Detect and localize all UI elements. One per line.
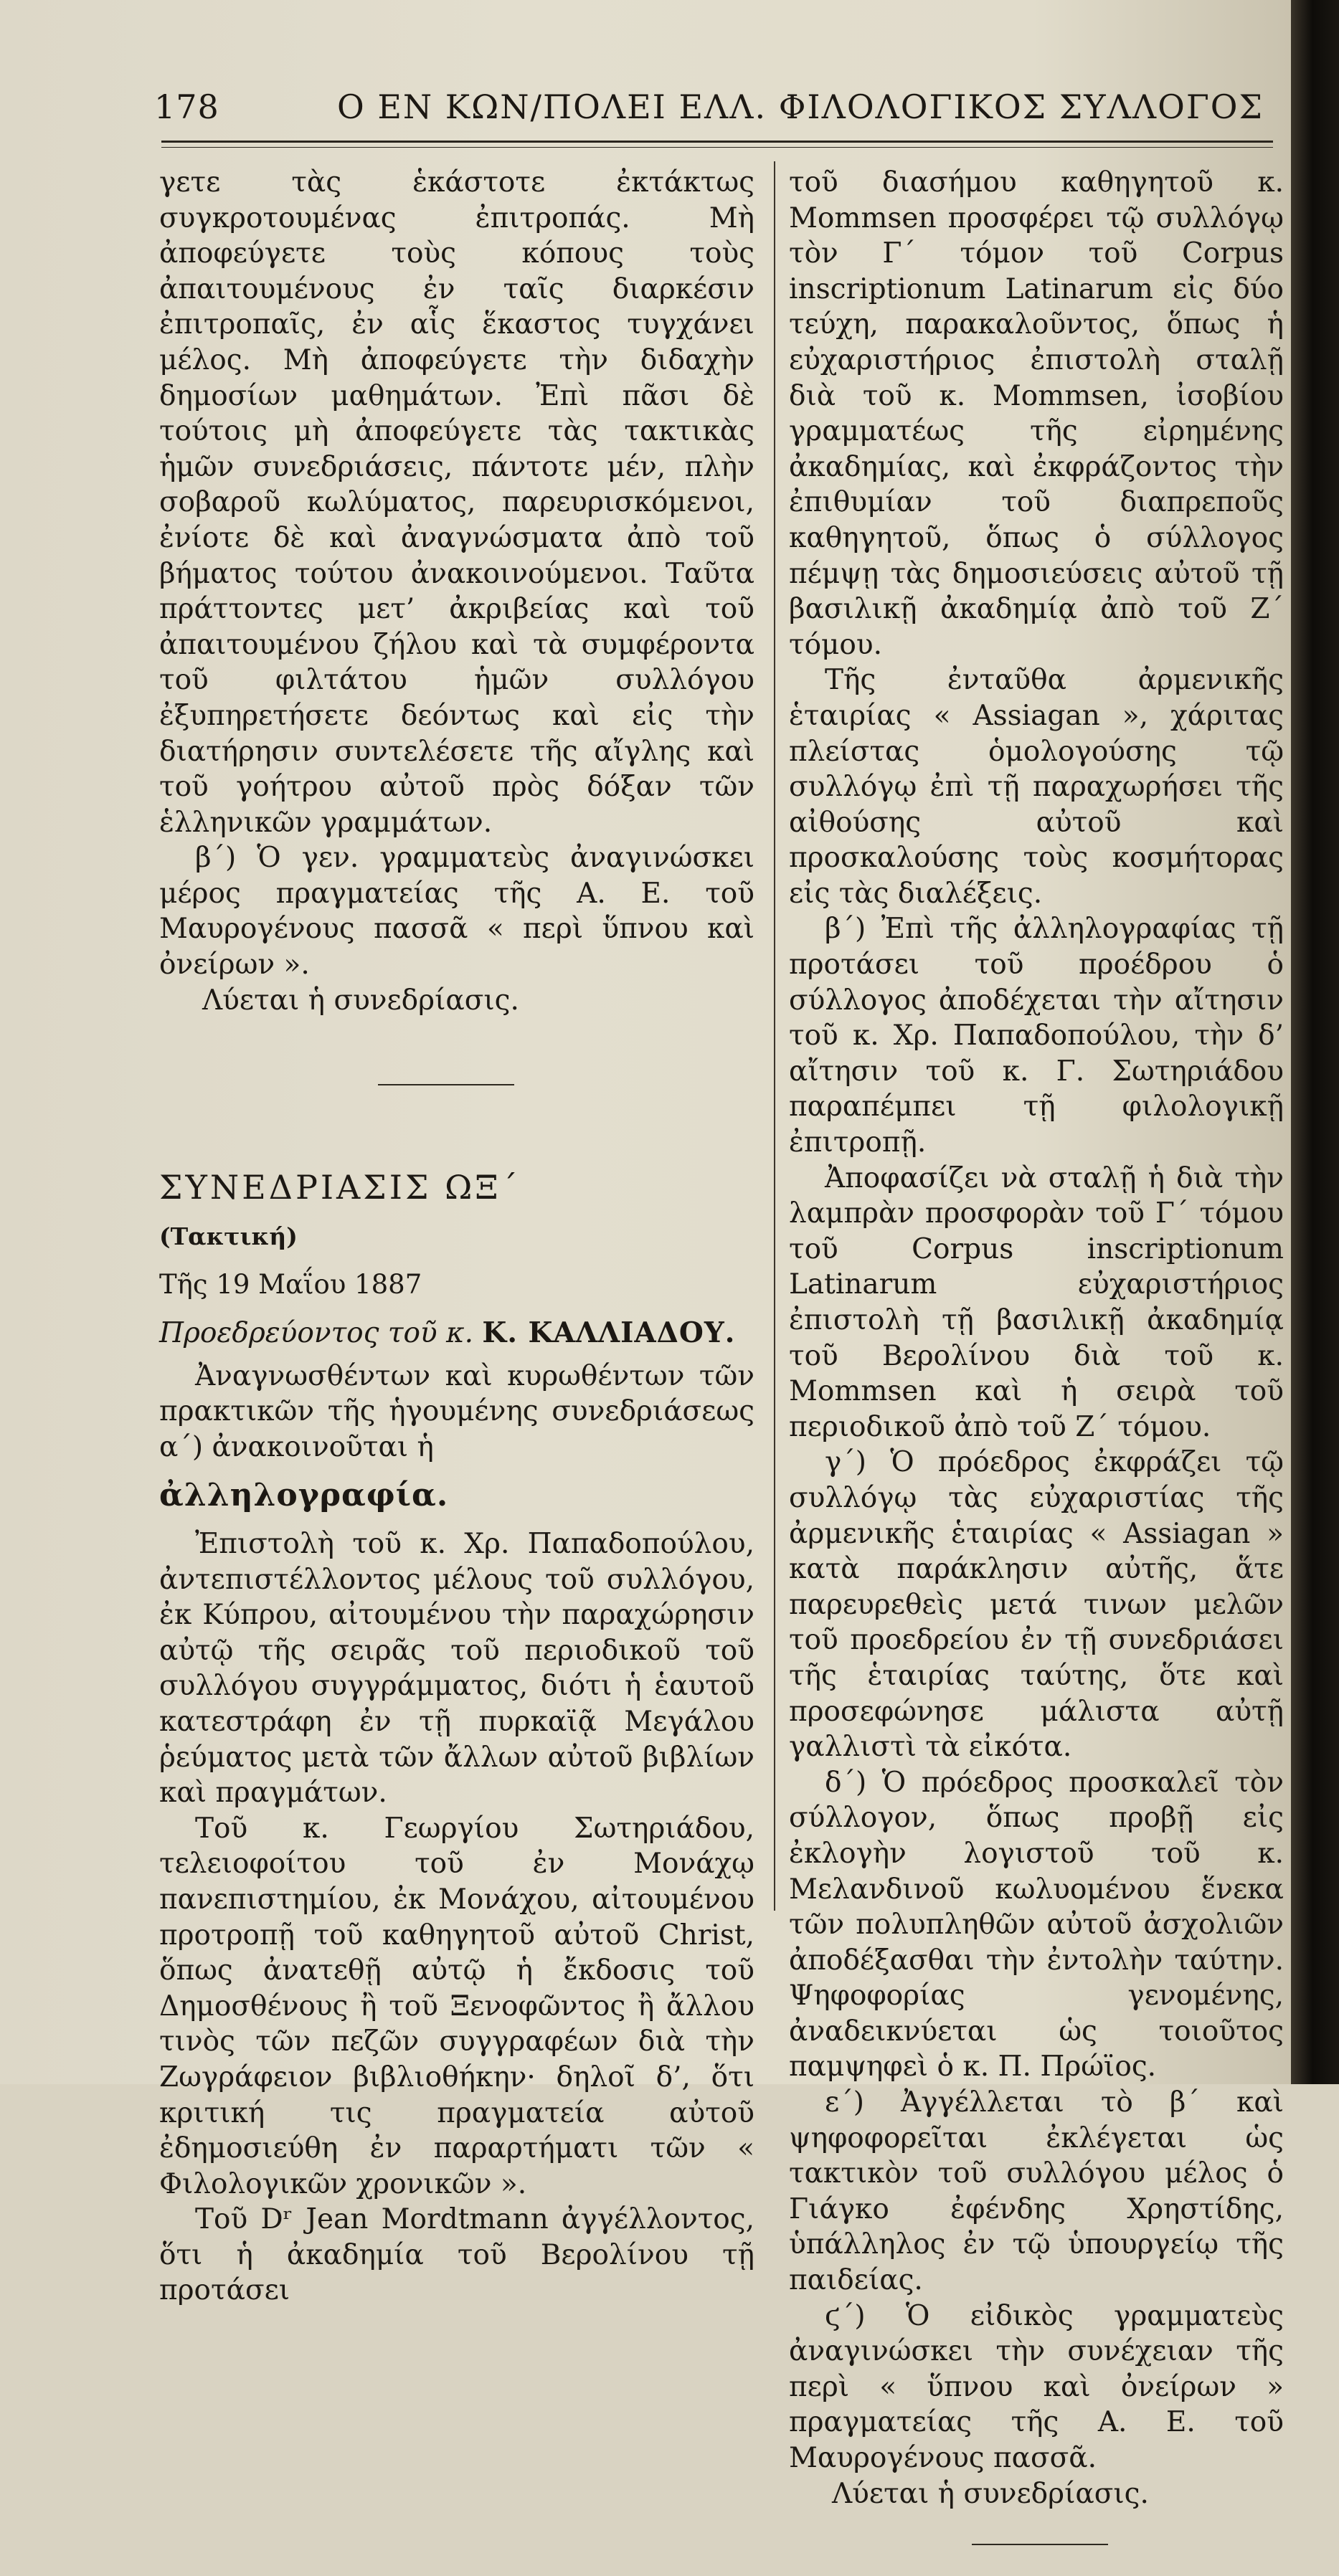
paragraph: δ΄) Ὁ πρόεδρος προσκαλεῖ τὸν σύλλογον, ὅπως προβῇ εἰς ἐκλογὴν λογιστοῦ τοῦ κ. Μελανδινοῦ κωλυομένου ἕνεκα τῶν πολυπληθῶν αὐτοῦ ἀσχολιῶν ἀποδέξασθαι τὴν ἐντολὴν ταύτην. Ψηφοφορίας γενομένης, ἀναδεικνύεται ὡς τοιοῦτος παμψηφεὶ ὁ κ. Π. Πρώϊος. xyxy=(789,1766,1284,2083)
session-title: ΣΥΝΕΔΡΙΑΣΙΣ ΩΞ΄ xyxy=(159,1168,521,1207)
spacer xyxy=(159,1206,754,1219)
presiding-label: Προεδρεύοντος τοῦ κ. xyxy=(159,1317,474,1350)
separator-rule xyxy=(378,1084,514,1085)
header-rule-thin xyxy=(161,147,1273,148)
page-header xyxy=(154,87,1264,130)
spacer xyxy=(159,1465,754,1478)
column-divider xyxy=(774,161,775,1911)
paragraph: Ἀναγνωσθέντων καὶ κυρωθέντων τῶν πρακτικῶν τῆς ἡγουμένης συνεδριάσεως α΄) ἀνακοινοῦται ἡ xyxy=(159,1359,754,1463)
presiding-name: Κ. ΚΑΛΛΙΑΔΟΥ. xyxy=(482,1316,736,1350)
spacer xyxy=(159,1254,754,1267)
presiding-line xyxy=(159,1316,754,1351)
paragraph: β΄) Ὁ γεν. γραμματεὺς ἀναγινώσκει μέρος πραγματείας τῆς Α. Ε. τοῦ Μαυρογένους πασσᾶ « περὶ ὕπνου καὶ ὀνείρων ». xyxy=(159,842,754,982)
paragraph: γ΄) Ὁ πρόεδρος ἐκφράζει τῷ συλλόγῳ τὰς εὐχαριστίας τῆς ἀρμενικῆς ἑταιρίας « Assiagan » κατὰ παράκλησιν αὐτῆς, ἅτε παρευρεθεὶς μετά τινων μελῶν τοῦ προεδρείου ἐν τῇ συνεδριάσει τῆς ἑταιρίας ταύτης, ὅτε καὶ προσεφώνησε μάλιστα αὐτῇ γαλλιστὶ τὰ εἰκότα. xyxy=(789,1446,1284,1764)
spacer xyxy=(159,1513,754,1526)
section-heading: ἀλληλογραφία. xyxy=(159,1477,449,1514)
separator-rule xyxy=(972,2544,1108,2545)
paragraph: γετε τὰς ἑκάστοτε ἐκτάκτως συγκροτουμένας ἐπιτροπάς. Μὴ ἀποφεύγετε τοὺς κόπους τοὺς ἀπαιτουμένους ἐν ταῖς διαρκέσιν ἐπιτροπαῖς, ἐν αἷς ἕκαστος τυγχάνει μέλος. Μὴ ἀποφεύγετε τὴν διδαχὴν δημοσίων μαθημάτων. Ἐπὶ πᾶσι δὲ τούτοις μὴ ἀποφεύγετε τὰς τακτικὰς ἡμῶν συνεδριάσεις, πάντοτε μέν, πλὴν σοβαροῦ κωλύματος, παρευρισκόμενοι, ἐνίοτε δὲ καὶ ἀναγνώσματα ἀπὸ τοῦ βήματος τούτου ἀνακοινούμενοι. Ταῦτα πράττοντες μετ’ ἀκριβείας καὶ τοῦ ἀπαιτουμένου ζήλου καὶ τὰ συμφέροντα τοῦ φιλτάτου ἡμῶν συλλόγου ἐξυπηρετήσετε δεόντως καὶ εἰς τὴν διατήρησιν συντελέσετε τῆς αἴγλης καὶ τοῦ γοήτρου αὐτοῦ πρὸς δόξαν τῶν ἑλληνικῶν γραμμάτων. xyxy=(159,166,754,839)
paragraph: ϛ΄) Ὁ εἰδικὸς γραμματεὺς ἀναγινώσκει τὴν συνέχειαν τῆς περὶ « ὕπνου καὶ ὀνείρων » πραγματείας τῆς Α. Ε. τοῦ Μαυρογένους πασσᾶ. xyxy=(789,2299,1284,2474)
page-number: 178 xyxy=(154,87,219,126)
end-separator xyxy=(789,2511,1284,2576)
left-column xyxy=(159,165,754,2309)
paragraph: Τῆς ἐνταῦθα ἀρμενικῆς ἑταιρίας « Assiagan », χάριτας πλείστας ὁμολογούσης τῷ συλλόγῳ ἐπὶ τῇ παραχωρήσει τῆς αἰθούσης αὐτοῦ καὶ προσκαλούσης τοὺς κοσμήτορας εἰς τὰς διαλέξεις. xyxy=(789,664,1284,910)
book-binding-edge xyxy=(1291,0,1339,2084)
session-date: Τῆς 19 Μαΐου 1887 xyxy=(159,1269,422,1301)
session-type: (Τακτική) xyxy=(159,1222,298,1250)
paragraph: Ἀποφασίζει νὰ σταλῇ ἡ διὰ τὴν λαμπρὰν προσφορὰν τοῦ Γ΄ τόμου τοῦ Corpus inscriptionum Latinarum εὐχαριστήριος ἐπιστολὴ τῇ βασιλικῇ ἀκαδημίᾳ τοῦ Βερολίνου διὰ τοῦ κ. Mommsen καὶ ἡ σειρὰ τοῦ περιοδικοῦ ἀπὸ τοῦ Ζ΄ τόμου. xyxy=(789,1161,1284,1443)
closing-line: Λύεται ἡ συνεδρίασις. xyxy=(202,984,519,1017)
closing-line: Λύεται ἡ συνεδρίασις. xyxy=(832,2477,1149,2510)
paragraph: Ἐπιστολὴ τοῦ κ. Χρ. Παπαδοπούλου, ἀντεπιστέλλοντος μέλους τοῦ συλλόγου, ἐκ Κύπρου, αἰτουμένου τὴν παραχώρησιν αὐτῷ τῆς σειρᾶς τοῦ περιοδικοῦ τοῦ συλλόγου συγγράμματος, διότι ἡ ἑαυτοῦ κατεστράφη ἐν τῇ πυρκαϊᾷ Μεγάλου ῥεύματος μετὰ τῶν ἄλλων αὐτοῦ βιβλίων καὶ πραγμάτων. xyxy=(159,1528,754,1810)
running-title: Ο ΕΝ ΚΩΝ/ΠΟΛΕΙ ΕΛΛ. ΦΙΛΟΛΟΓΙΚΟΣ ΣΥΛΛΟΓΟΣ xyxy=(337,87,1264,126)
section-separator xyxy=(159,1018,754,1170)
right-column xyxy=(789,165,1284,2576)
paragraph: Τοῦ κ. Γεωργίου Σωτηριάδου, τελειοφοίτου τοῦ ἐν Μονάχῳ πανεπιστημίου, ἐκ Μονάχου, αἰτουμένου προτροπῇ τοῦ καθηγητοῦ αὐτοῦ Christ, ὅπως ἀνατεθῇ αὐτῷ ἡ ἔκδοσις τοῦ Δημοσθένους ἢ τοῦ Ξενοφῶντος ἢ ἄλλου τινὸς τῶν πεζῶν συγγραφέων διὰ τὴν Ζωγράφειον βιβλιοθήκην· δηλοῖ δ’, ὅτι κριτική τις πραγματεία αὐτοῦ ἐδημοσιεύθη ἐν παραρτήματι τῶν « Φιλολογικῶν χρονικῶν ». xyxy=(159,1812,754,2200)
paragraph: β΄) Ἐπὶ τῆς ἀλληλογραφίας τῇ προτάσει τοῦ προέδρου ὁ σύλλογος ἀποδέχεται τὴν αἴτησιν τοῦ κ. Χρ. Παπαδοπούλου, τὴν δ’ αἴτησιν τοῦ κ. Γ. Σωτηριάδου παραπέμπει τῇ φιλολογικῇ ἐπιτροπῇ. xyxy=(789,913,1284,1159)
paragraph: ε΄) Ἀγγέλλεται τὸ β΄ καὶ ψηφοφορεῖται ἐκλέγεται ὡς τακτικὸν τοῦ συλλόγου μέλος ὁ Γιάγκο ἐφένδης Χρηστίδης, ὑπάλληλος ἐν τῷ ὑπουργείῳ τῆς παιδείας. xyxy=(789,2086,1284,2297)
paragraph: Τοῦ Dʳ Jean Mordtmann ἀγγέλλοντος, ὅτι ἡ ἀκαδημία τοῦ Βερολίνου τῇ προτάσει xyxy=(159,2203,754,2307)
paragraph: τοῦ διασήμου καθηγητοῦ κ. Mommsen προσφέρει τῷ συλλόγῳ τὸν Γ΄ τόμον τοῦ Corpus inscriptionum Latinarum εἰς δύο τεύχη, παρακαλοῦντος, ὅπως ἡ εὐχαριστήριος ἐπιστολὴ σταλῇ διὰ τοῦ κ. Mommsen, ἰσοβίου γραμματέως τῆς εἰρημένης ἀκαδημίας, καὶ ἐκφράζοντος τὴν ἐπιθυμίαν τοῦ διαπρεποῦς καθηγητοῦ, ὅπως ὁ σύλλογος πέμψῃ τὰς δημοσιεύσεις αὐτοῦ τῇ βασιλικῇ ἀκαδημίᾳ ἀπὸ τοῦ Ζ΄ τόμου. xyxy=(789,166,1284,661)
header-rule-thick xyxy=(161,141,1273,143)
spacer xyxy=(159,1303,754,1316)
